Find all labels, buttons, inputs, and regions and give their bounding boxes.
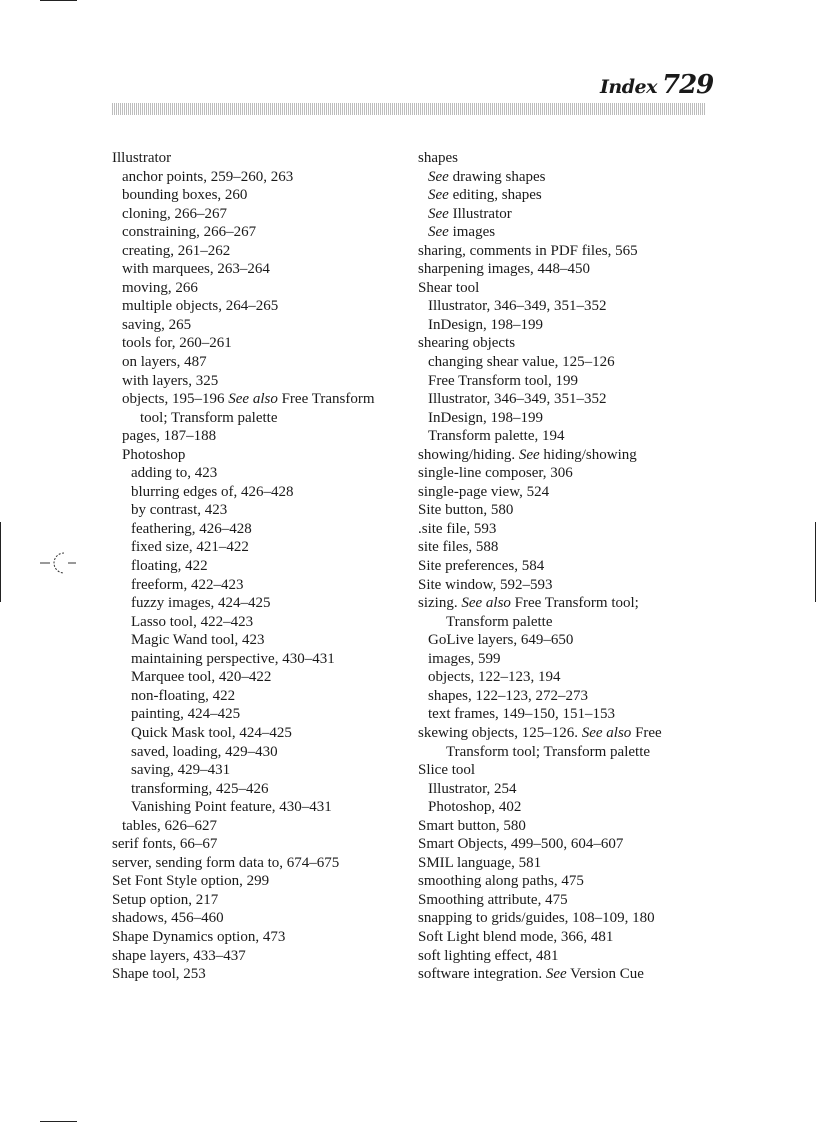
index-entry — [112, 427, 408, 446]
entry-text: shadows, 456–460 — [112, 910, 224, 927]
entry-text: objects, 122–123, 194 — [428, 669, 561, 686]
index-column-left — [112, 149, 408, 984]
entry-text: saving, 429–431 — [131, 762, 231, 779]
entry-text: serif fonts, 66–67 — [112, 836, 218, 853]
index-entry — [418, 891, 708, 910]
see-reference: See also — [581, 724, 632, 741]
index-entry — [418, 149, 708, 168]
crop-mark-top-left — [40, 0, 77, 1]
index-entry — [418, 835, 708, 854]
entry-text: Free — [631, 724, 662, 741]
see-reference: See — [518, 446, 540, 463]
entry-text: shape layers, 433–437 — [112, 947, 246, 964]
entry-text: Smoothing attribute, 475 — [418, 891, 568, 908]
entry-text: Free Transform — [277, 391, 375, 408]
entry-text: Lasso tool, 422–423 — [131, 613, 254, 630]
entry-text: Free Transform tool; — [510, 595, 639, 612]
entry-text: Smart Objects, 499–500, 604–607 — [418, 836, 624, 853]
entry-text: shapes, 122–123, 272–273 — [428, 687, 588, 704]
entry-text: adding to, 423 — [131, 465, 218, 482]
entry-text: Slice tool — [418, 762, 476, 779]
entry-text: creating, 261–262 — [122, 242, 231, 259]
index-entry — [418, 743, 708, 762]
index-entry — [418, 205, 708, 224]
entry-text: cloning, 266–267 — [122, 205, 227, 222]
entry-text: Illustrator — [112, 150, 172, 166]
index-entry — [418, 186, 708, 205]
entry-text: objects, 195–196 — [122, 391, 229, 408]
entry-text: Site window, 592–593 — [418, 576, 553, 593]
crop-mark-left-edge — [0, 522, 1, 602]
entry-text: Shape Dynamics option, 473 — [112, 928, 286, 945]
index-entry — [112, 186, 408, 205]
entry-text: Illustrator, 346–349, 351–352 — [428, 298, 607, 315]
index-entry — [112, 372, 408, 391]
entry-text: moving, 266 — [122, 279, 198, 296]
index-entry — [418, 242, 708, 261]
index-entry — [112, 631, 408, 650]
index-entry — [418, 780, 708, 799]
entry-text: changing shear value, 125–126 — [428, 354, 615, 371]
entry-text: Site button, 580 — [418, 502, 514, 519]
entry-text: smoothing along paths, 475 — [418, 873, 584, 890]
entry-text: drawing shapes — [448, 168, 546, 185]
entry-text: Transform palette — [446, 613, 553, 630]
see-reference: See — [545, 966, 567, 983]
entry-text: feathering, 426–428 — [131, 520, 252, 537]
entry-text: pages, 187–188 — [122, 428, 217, 445]
header-rule — [112, 103, 706, 115]
index-entry — [418, 854, 708, 873]
entry-text: Transform palette, 194 — [428, 428, 565, 445]
entry-text: snapping to grids/guides, 108–109, 180 — [418, 910, 655, 927]
index-entry — [418, 168, 708, 187]
index-entry — [418, 260, 708, 279]
index-entry — [112, 854, 408, 873]
entry-text: blurring edges of, 426–428 — [131, 483, 294, 500]
index-entry — [112, 409, 408, 428]
entry-text: showing/hiding. — [418, 446, 519, 463]
entry-text: Photoshop — [122, 446, 186, 463]
entry-text: .site file, 593 — [418, 520, 497, 537]
index-entry — [112, 223, 408, 242]
entry-text: Set Font Style option, 299 — [112, 873, 270, 890]
entry-text: single-page view, 524 — [418, 483, 550, 500]
entry-text: Quick Mask tool, 424–425 — [131, 724, 292, 741]
index-entry — [418, 297, 708, 316]
index-entry — [418, 483, 708, 502]
see-reference: See also — [461, 595, 511, 612]
entry-text: transforming, 425–426 — [131, 780, 269, 797]
entry-text: images — [448, 224, 496, 241]
index-entry — [418, 650, 708, 669]
index-entry — [418, 279, 708, 298]
index-entry — [418, 409, 708, 428]
index-entry — [418, 316, 708, 335]
index-entry — [112, 168, 408, 187]
entry-text: InDesign, 198–199 — [428, 316, 543, 333]
entry-text: floating, 422 — [131, 558, 208, 575]
index-entry — [112, 761, 408, 780]
entry-text: InDesign, 198–199 — [428, 409, 543, 426]
entry-text: skewing objects, 125–126. — [418, 724, 582, 741]
index-entry — [418, 817, 708, 836]
entry-text: server, sending form data to, 674–675 — [112, 854, 340, 871]
index-entry — [112, 965, 408, 984]
entry-text: constraining, 266–267 — [122, 224, 257, 241]
index-entry — [112, 928, 408, 947]
entry-text: GoLive layers, 649–650 — [428, 632, 574, 649]
entry-text: sizing. — [418, 595, 462, 612]
index-entry — [418, 520, 708, 539]
index-entry — [418, 909, 708, 928]
entry-text: saving, 265 — [122, 316, 192, 333]
entry-text: anchor points, 259–260, 263 — [122, 168, 294, 185]
index-column-right — [418, 149, 708, 984]
index-entry — [112, 279, 408, 298]
entry-text: sharing, comments in PDF files, 565 — [418, 242, 638, 259]
index-entry — [112, 353, 408, 372]
index-entry — [418, 594, 708, 613]
index-entry — [418, 724, 708, 743]
index-entry — [112, 724, 408, 743]
index-entry — [112, 149, 408, 168]
index-entry — [112, 835, 408, 854]
see-reference: See — [428, 168, 449, 185]
entry-text: text frames, 149–150, 151–153 — [428, 706, 616, 723]
entry-text: Version Cue — [566, 966, 644, 983]
entry-text: tools for, 260–261 — [122, 335, 232, 352]
index-entry — [112, 446, 408, 465]
index-entry — [418, 501, 708, 520]
index-entry — [112, 557, 408, 576]
index-entry — [418, 446, 708, 465]
index-entry — [112, 483, 408, 502]
entry-text: on layers, 487 — [122, 354, 207, 371]
see-reference: See — [428, 205, 449, 222]
index-entry — [418, 427, 708, 446]
entry-text: site files, 588 — [418, 539, 499, 556]
index-entry — [112, 520, 408, 539]
entry-text: software integration. — [418, 966, 546, 983]
index-entry — [418, 668, 708, 687]
entry-text: shapes — [418, 150, 458, 166]
index-entry — [112, 297, 408, 316]
entry-text: Setup option, 217 — [112, 891, 219, 908]
see-reference: See — [428, 224, 449, 241]
entry-text: single-line composer, 306 — [418, 465, 573, 482]
index-entry — [418, 687, 708, 706]
entry-text: Illustrator, 254 — [428, 780, 517, 797]
entry-text: SMIL language, 581 — [418, 854, 542, 871]
index-entry — [112, 909, 408, 928]
entry-text: maintaining perspective, 430–431 — [131, 650, 335, 667]
entry-text: soft lighting effect, 481 — [418, 947, 559, 964]
entry-text: sharpening images, 448–450 — [418, 261, 591, 278]
entry-text: fuzzy images, 424–425 — [131, 595, 271, 612]
index-entry — [112, 594, 408, 613]
entry-text: Soft Light blend mode, 366, 481 — [418, 928, 614, 945]
see-reference: See — [428, 187, 449, 204]
index-entry — [418, 372, 708, 391]
entry-text: tool; Transform palette — [140, 409, 278, 426]
index-entry — [112, 668, 408, 687]
index-entry — [112, 705, 408, 724]
index-entry — [112, 538, 408, 557]
running-header-title: Index — [600, 76, 657, 98]
entry-text: Vanishing Point feature, 430–431 — [131, 799, 332, 816]
index-entry — [418, 334, 708, 353]
entry-text: Magic Wand tool, 423 — [131, 632, 265, 649]
index-entry — [418, 538, 708, 557]
entry-text: Transform tool; Transform palette — [446, 743, 651, 760]
see-reference: See also — [228, 391, 278, 408]
entry-text: Shape tool, 253 — [112, 966, 206, 983]
entry-text: Site preferences, 584 — [418, 558, 545, 575]
index-entry — [418, 872, 708, 891]
entry-text: by contrast, 423 — [131, 502, 228, 519]
index-entry — [418, 631, 708, 650]
index-entry — [112, 891, 408, 910]
entry-text: non-floating, 422 — [131, 687, 236, 704]
index-entry — [112, 780, 408, 799]
index-entry — [418, 464, 708, 483]
entry-text: saved, loading, 429–430 — [131, 743, 278, 760]
entry-text: Smart button, 580 — [418, 817, 526, 834]
entry-text: images, 599 — [428, 650, 501, 667]
entry-text: multiple objects, 264–265 — [122, 298, 279, 315]
index-entry — [112, 205, 408, 224]
index-entry — [418, 613, 708, 632]
entry-text: Photoshop, 402 — [428, 799, 522, 816]
entry-text: with marquees, 263–264 — [122, 261, 270, 278]
entry-text: shearing objects — [418, 335, 516, 352]
index-entry — [112, 260, 408, 279]
page-number: 729 — [662, 70, 714, 100]
index-entry — [418, 947, 708, 966]
index-entry — [418, 798, 708, 817]
entry-text: hiding/showing — [539, 446, 637, 463]
index-entry — [112, 947, 408, 966]
entry-text: Free Transform tool, 199 — [428, 372, 578, 389]
index-entry — [112, 242, 408, 261]
index-entry — [112, 687, 408, 706]
entry-text: Illustrator, 346–349, 351–352 — [428, 391, 607, 408]
index-entry — [112, 316, 408, 335]
index-entry — [112, 798, 408, 817]
entry-text: Shear tool — [418, 279, 480, 296]
index-entry — [112, 872, 408, 891]
index-entry — [112, 464, 408, 483]
entry-text: Illustrator — [448, 205, 512, 222]
entry-text: fixed size, 421–422 — [131, 539, 249, 556]
entry-text: bounding boxes, 260 — [122, 187, 248, 204]
index-entry — [418, 390, 708, 409]
entry-text: with layers, 325 — [122, 372, 219, 389]
index-entry — [112, 650, 408, 669]
index-entry — [418, 965, 708, 984]
index-entry — [112, 501, 408, 520]
index-entry — [112, 613, 408, 632]
entry-text: editing, shapes — [448, 187, 542, 204]
index-entry — [418, 576, 708, 595]
index-entry — [418, 705, 708, 724]
entry-text: tables, 626–627 — [122, 817, 217, 834]
index-entry — [418, 557, 708, 576]
entry-text: Marquee tool, 420–422 — [131, 669, 272, 686]
index-entry — [112, 334, 408, 353]
index-entry — [112, 390, 408, 409]
index-entry — [418, 928, 708, 947]
index-entry — [112, 576, 408, 595]
index-entry — [418, 761, 708, 780]
entry-text: painting, 424–425 — [131, 706, 241, 723]
index-entry — [418, 353, 708, 372]
index-entry — [112, 817, 408, 836]
crop-mark-bottom-left — [40, 1121, 77, 1122]
entry-text: freeform, 422–423 — [131, 576, 244, 593]
index-entry — [112, 743, 408, 762]
index-entry — [418, 223, 708, 242]
registration-mark-icon — [40, 548, 80, 578]
